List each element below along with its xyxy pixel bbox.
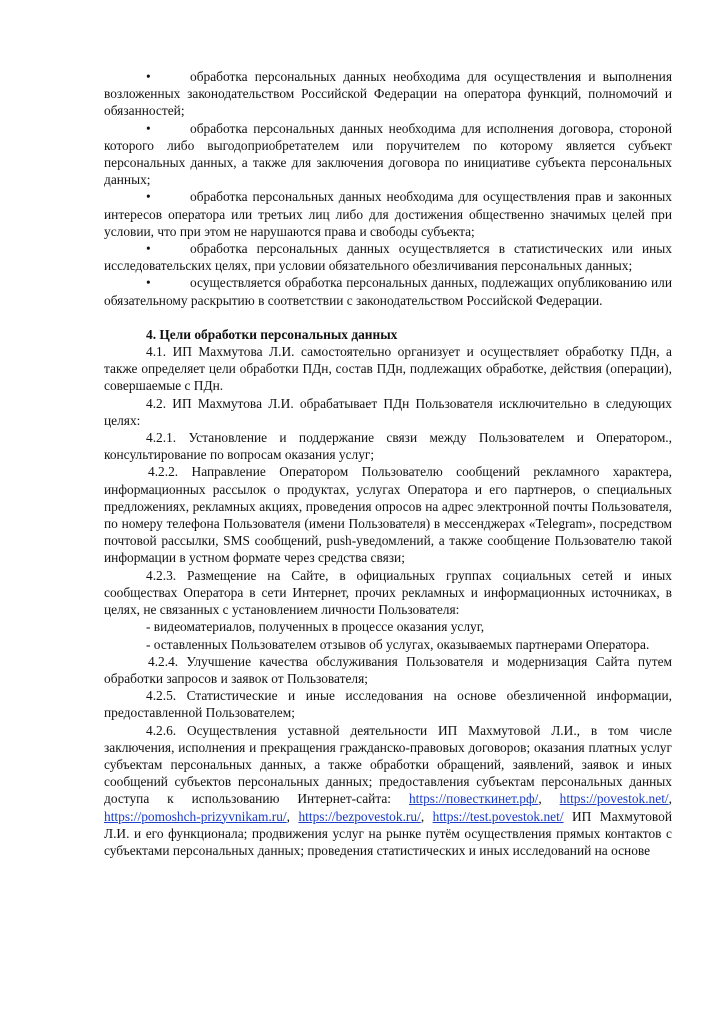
bullet-item: • осуществляется обработка персональных данных, подлежащих опубликованию или обязательному раскрытию в соответствии с законодательством Российской Федерации. xyxy=(104,275,672,308)
section-heading: 4. Цели обработки персональных данных xyxy=(146,326,398,342)
site-link-povestok[interactable]: https://povestok.net/ xyxy=(559,791,669,807)
paragraph-4-2-1: 4.2.1. Установление и поддержание связи между Пользователем и Оператором., консультирование по вопросам оказания услуг; xyxy=(104,430,672,463)
paragraph-4-1: 4.1. ИП Махмутова Л.И. самостоятельно организует и осуществляет обработку ПДн, а также определяет цели обработки ПДн, состав ПДн, подлежащих обработке, действия (операции), совершаемые с ПДн. xyxy=(104,344,672,394)
list-dash-item: - видеоматериалов, полученных в процессе оказания услуг, xyxy=(146,619,485,635)
paragraph-4-2-4: 4.2.4. Улучшение качества обслуживания Пользователя и модернизация Сайта путем обработки запросов и заявок от Пользователя; xyxy=(104,653,672,686)
bullet-dot: • xyxy=(146,189,151,205)
site-link-pomoshch[interactable]: https://pomoshch-prizyvnikam.ru/ xyxy=(104,808,287,824)
paragraph-4-2-6: 4.2.6. Осуществления уставной деятельности ИП Махмутовой Л.И., в том числе заключения, исполнения и прекращения гражданско-правовых договоров; оказания платных услуг субъектам персональных данных, а также обработки обращений, заявлений, заявок и иных сообщений субъектов персональных данных; предоставления субъектам персональных данных доступа к использованию Интернет-сайта: https://повесткинет.рф/, https://povestok.net/, https://pomoshch-prizyvnikam.ru/, https://bezpovestok.ru/, https://test.povestok.net/ ИП Махмутовой Л.И. и его функционала; продвижения услуг на рынке путём осуществления прямых контактов с субъектами персональных данных; проведения статистических и иных исследований на основе xyxy=(104,722,672,858)
site-link-povestkinet[interactable]: https://повесткинет.рф/ xyxy=(408,791,539,807)
bullet-item: • обработка персональных данных необходима для исполнения договора, стороной которого либо выгодоприобретателем или поручителем по которому является субъект персональных данных, а также для заключения договора по инициативе субъекта персональных данных; xyxy=(104,120,672,188)
bullet-dot: • xyxy=(146,241,151,257)
paragraph-4-2-5: 4.2.5. Статистические и иные исследования на основе обезличенной информации, предоставленной Пользователем; xyxy=(104,688,672,721)
bullet-dot: • xyxy=(146,275,151,291)
bullet-item: • обработка персональных данных необходима для осуществления прав и законных интересов оператора или третьих лиц либо для достижения общественно значимых целей при условии, что при этом не нарушаются права и свободы субъекта; xyxy=(104,189,672,239)
bullet-dot: • xyxy=(146,69,151,84)
paragraph-4-2-3: 4.2.3. Размещение на Сайте, в официальных группах социальных сетей и иных сообществах Оператора в сети Интернет, прочих рекламных и информационных источниках, в целях, не связанных с установлением личности Пользователя: xyxy=(104,567,672,618)
list-dash-item: - оставленных Пользователем отзывов об услугах, оказываемых партнерами Оператора. xyxy=(146,636,650,652)
paragraph-4-2: 4.2. ИП Махмутова Л.И. обрабатывает ПДн Пользователя исключительно в следующих целях: xyxy=(104,395,672,428)
bullet-item: • обработка персональных данных осуществляется в статистических или иных исследовательских целях, при условии обязательного обезличивания персональных данных; xyxy=(104,241,672,274)
bullet-dot: • xyxy=(146,120,151,136)
site-link-test-povestok[interactable]: https://test.povestok.net/ xyxy=(432,808,564,824)
bullet-item: • обработка персональных данных необходима для осуществления и выполнения возложенных законодательством Российской Федерации на оператора функций, полномочий и обязанностей; xyxy=(104,69,672,119)
site-link-bezpovestok[interactable]: https://bezpovestok.ru/ xyxy=(298,808,421,824)
paragraph-4-2-2: 4.2.2. Направление Оператором Пользователю сообщений рекламного характера, информационных рассылок о продуктах, услугах Оператора и его партнеров, о специальных предложениях, рекламных акциях, проведения опросов на адрес электронной почты Пользователя, по номеру телефона Пользователя (имени Пользователя) в мессенджерах «Telegram», посредством почтовой рассылки, SMS сообщений, push-уведомлений, а также сообщение Пользователю такой информации в устном формате через средства связи; xyxy=(104,464,672,566)
